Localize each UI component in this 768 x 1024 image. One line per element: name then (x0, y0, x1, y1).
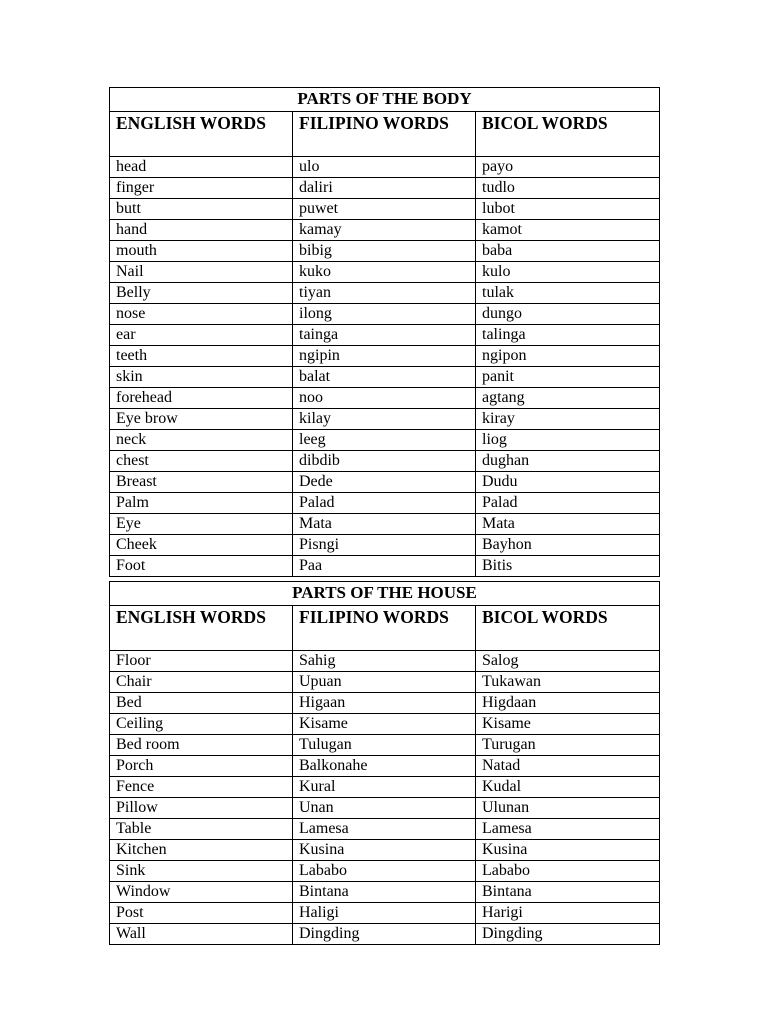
bicol-word-cell: payo (476, 157, 660, 178)
table-row (110, 756, 660, 777)
table-header-row (110, 606, 660, 651)
filipino-word-cell: Lababo (293, 861, 476, 882)
filipino-word-cell: Dede (293, 472, 476, 493)
filipino-word-cell: Higaan (293, 693, 476, 714)
table-row (110, 199, 660, 220)
bicol-word-cell: Turugan (476, 735, 660, 756)
bicol-word-cell: Dudu (476, 472, 660, 493)
table-row (110, 220, 660, 241)
table-row (110, 304, 660, 325)
bicol-words-header: BICOL WORDS (476, 112, 660, 157)
english-word-cell: Chair (110, 672, 293, 693)
bicol-word-cell: liog (476, 430, 660, 451)
filipino-word-cell: Haligi (293, 903, 476, 924)
bicol-word-cell: Higdaan (476, 693, 660, 714)
filipino-word-cell: Mata (293, 514, 476, 535)
filipino-word-cell: Kisame (293, 714, 476, 735)
table-row (110, 367, 660, 388)
body-parts-table (109, 87, 660, 577)
bicol-word-cell: baba (476, 241, 660, 262)
english-word-cell: Ceiling (110, 714, 293, 735)
english-word-cell: finger (110, 178, 293, 199)
table-header-row (110, 112, 660, 157)
filipino-word-cell: kilay (293, 409, 476, 430)
english-word-cell: butt (110, 199, 293, 220)
english-word-cell: Belly (110, 283, 293, 304)
table-row (110, 388, 660, 409)
english-word-cell: ear (110, 325, 293, 346)
table-row (110, 283, 660, 304)
bicol-word-cell: Bitis (476, 556, 660, 577)
filipino-word-cell: puwet (293, 199, 476, 220)
bicol-word-cell: Bayhon (476, 535, 660, 556)
bicol-word-cell: dungo (476, 304, 660, 325)
bicol-word-cell: Lababo (476, 861, 660, 882)
filipino-word-cell: Sahig (293, 651, 476, 672)
table-row (110, 535, 660, 556)
table-row (110, 819, 660, 840)
english-word-cell: head (110, 157, 293, 178)
filipino-word-cell: Pisngi (293, 535, 476, 556)
table-row (110, 262, 660, 283)
table-row (110, 882, 660, 903)
table-row (110, 714, 660, 735)
table-row (110, 325, 660, 346)
table-row (110, 903, 660, 924)
filipino-words-header: FILIPINO WORDS (293, 606, 476, 651)
english-word-cell: skin (110, 367, 293, 388)
bicol-word-cell: Harigi (476, 903, 660, 924)
english-word-cell: Cheek (110, 535, 293, 556)
bicol-word-cell: dughan (476, 451, 660, 472)
table-row (110, 346, 660, 367)
english-word-cell: Fence (110, 777, 293, 798)
table-row (110, 451, 660, 472)
bicol-word-cell: agtang (476, 388, 660, 409)
english-word-cell: nose (110, 304, 293, 325)
english-word-cell: Bed room (110, 735, 293, 756)
filipino-word-cell: Tulugan (293, 735, 476, 756)
table-title-row (110, 88, 660, 112)
bicol-word-cell: panit (476, 367, 660, 388)
filipino-word-cell: Kural (293, 777, 476, 798)
english-word-cell: Eye (110, 514, 293, 535)
filipino-word-cell: leeg (293, 430, 476, 451)
bicol-word-cell: lubot (476, 199, 660, 220)
filipino-word-cell: ulo (293, 157, 476, 178)
table-row (110, 861, 660, 882)
english-word-cell: Floor (110, 651, 293, 672)
bicol-word-cell: Mata (476, 514, 660, 535)
filipino-word-cell: Dingding (293, 924, 476, 945)
english-word-cell: Nail (110, 262, 293, 283)
bicol-word-cell: kulo (476, 262, 660, 283)
bicol-word-cell: Natad (476, 756, 660, 777)
filipino-word-cell: tainga (293, 325, 476, 346)
filipino-word-cell: Lamesa (293, 819, 476, 840)
english-word-cell: Post (110, 903, 293, 924)
bicol-words-header: BICOL WORDS (476, 606, 660, 651)
bicol-word-cell: kamot (476, 220, 660, 241)
filipino-word-cell: daliri (293, 178, 476, 199)
bicol-word-cell: Dingding (476, 924, 660, 945)
bicol-word-cell: kiray (476, 409, 660, 430)
english-words-header: ENGLISH WORDS (110, 606, 293, 651)
bicol-word-cell: tudlo (476, 178, 660, 199)
table-row (110, 514, 660, 535)
filipino-word-cell: Upuan (293, 672, 476, 693)
filipino-word-cell: balat (293, 367, 476, 388)
filipino-words-header: FILIPINO WORDS (293, 112, 476, 157)
house-parts-table (109, 581, 660, 945)
table-row (110, 735, 660, 756)
table-title: PARTS OF THE BODY (110, 88, 660, 112)
english-word-cell: Palm (110, 493, 293, 514)
table-row (110, 430, 660, 451)
table-row (110, 493, 660, 514)
english-word-cell: forehead (110, 388, 293, 409)
bicol-word-cell: Kisame (476, 714, 660, 735)
filipino-word-cell: Balkonahe (293, 756, 476, 777)
english-word-cell: neck (110, 430, 293, 451)
english-word-cell: mouth (110, 241, 293, 262)
bicol-word-cell: talinga (476, 325, 660, 346)
bicol-word-cell: Lamesa (476, 819, 660, 840)
table-row (110, 840, 660, 861)
table-row (110, 924, 660, 945)
english-word-cell: Foot (110, 556, 293, 577)
bicol-word-cell: Kudal (476, 777, 660, 798)
table-title-row (110, 582, 660, 606)
filipino-word-cell: kamay (293, 220, 476, 241)
bicol-word-cell: Tukawan (476, 672, 660, 693)
table-title: PARTS OF THE HOUSE (110, 582, 660, 606)
table-row (110, 798, 660, 819)
english-word-cell: Pillow (110, 798, 293, 819)
english-word-cell: Window (110, 882, 293, 903)
english-words-header: ENGLISH WORDS (110, 112, 293, 157)
table-row (110, 157, 660, 178)
filipino-word-cell: Bintana (293, 882, 476, 903)
table-row (110, 693, 660, 714)
english-word-cell: chest (110, 451, 293, 472)
table-row (110, 178, 660, 199)
bicol-word-cell: tulak (476, 283, 660, 304)
filipino-word-cell: kuko (293, 262, 476, 283)
table-row (110, 651, 660, 672)
filipino-word-cell: tiyan (293, 283, 476, 304)
table-row (110, 777, 660, 798)
table-row (110, 672, 660, 693)
english-word-cell: hand (110, 220, 293, 241)
bicol-word-cell: Bintana (476, 882, 660, 903)
english-word-cell: Bed (110, 693, 293, 714)
filipino-word-cell: dibdib (293, 451, 476, 472)
english-word-cell: Kitchen (110, 840, 293, 861)
filipino-word-cell: Kusina (293, 840, 476, 861)
table-row (110, 409, 660, 430)
table-row (110, 556, 660, 577)
filipino-word-cell: ngipin (293, 346, 476, 367)
bicol-word-cell: Salog (476, 651, 660, 672)
english-word-cell: Sink (110, 861, 293, 882)
filipino-word-cell: bibig (293, 241, 476, 262)
bicol-word-cell: Ulunan (476, 798, 660, 819)
english-word-cell: Porch (110, 756, 293, 777)
filipino-word-cell: noo (293, 388, 476, 409)
english-word-cell: Eye brow (110, 409, 293, 430)
filipino-word-cell: ilong (293, 304, 476, 325)
table-row (110, 472, 660, 493)
english-word-cell: teeth (110, 346, 293, 367)
english-word-cell: Breast (110, 472, 293, 493)
bicol-word-cell: Kusina (476, 840, 660, 861)
filipino-word-cell: Unan (293, 798, 476, 819)
filipino-word-cell: Paa (293, 556, 476, 577)
table-row (110, 241, 660, 262)
bicol-word-cell: Palad (476, 493, 660, 514)
english-word-cell: Wall (110, 924, 293, 945)
filipino-word-cell: Palad (293, 493, 476, 514)
bicol-word-cell: ngipon (476, 346, 660, 367)
english-word-cell: Table (110, 819, 293, 840)
